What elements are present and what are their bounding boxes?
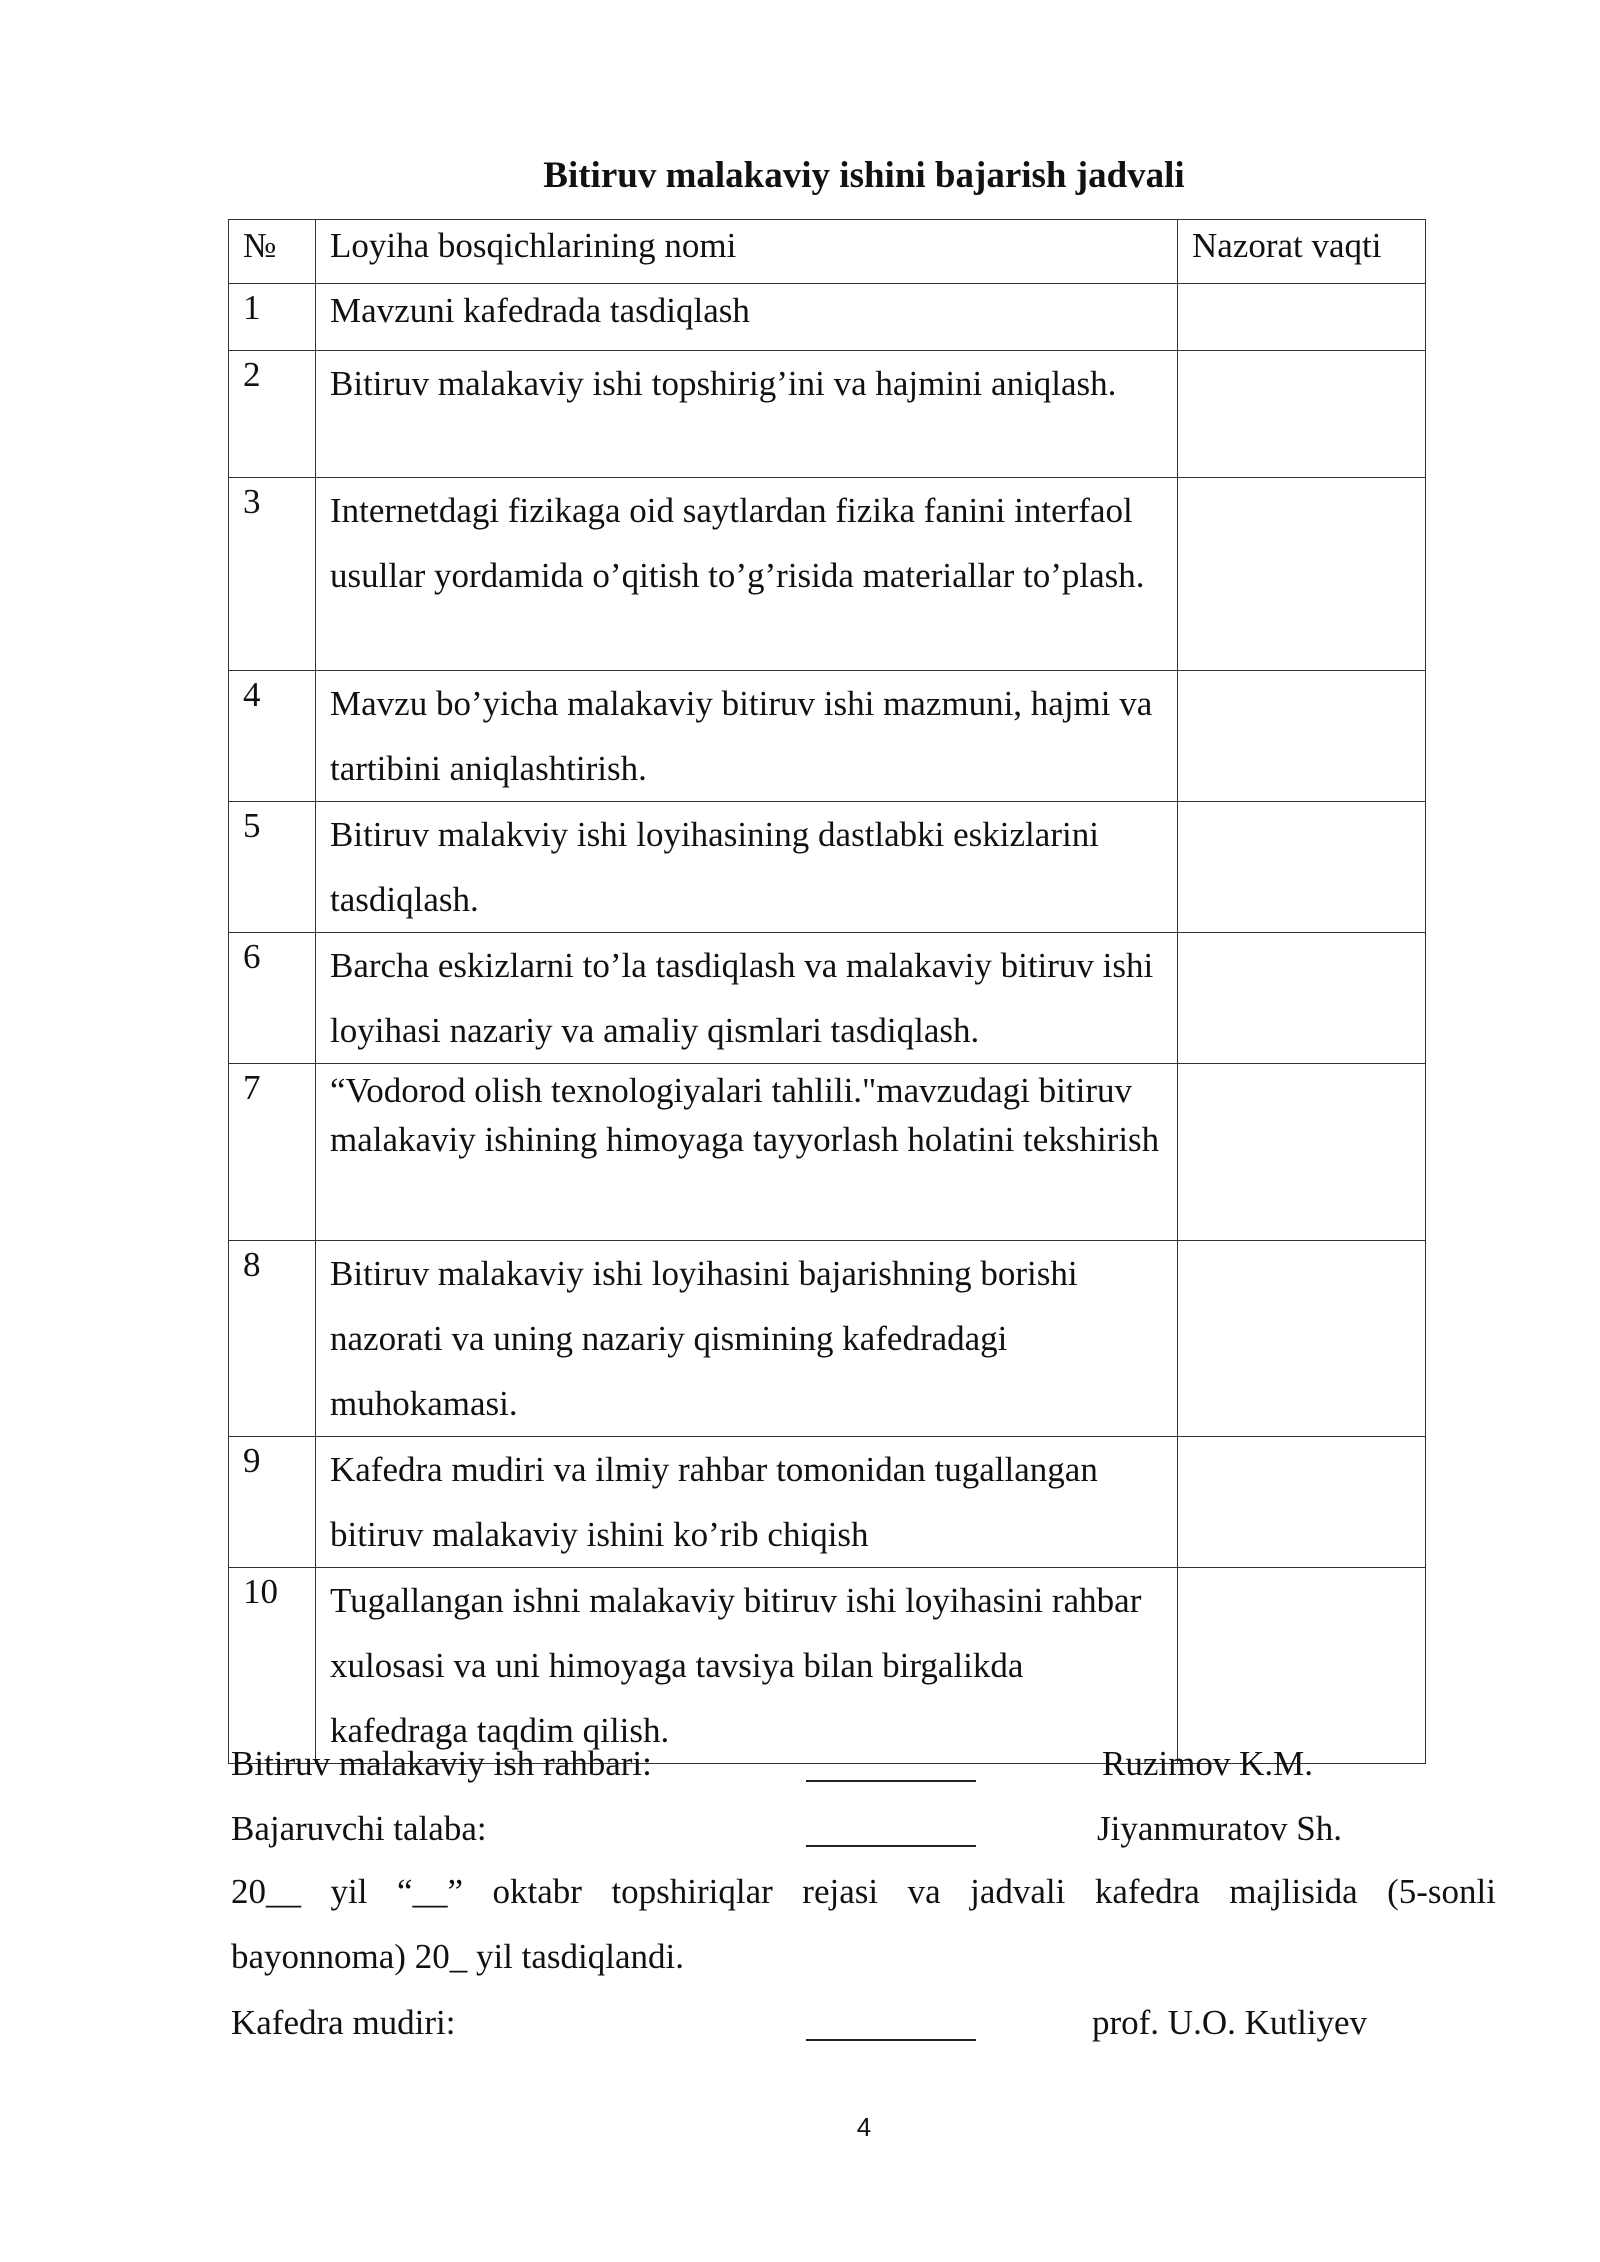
- head-signature-blank: [806, 1999, 976, 2041]
- row-number: 3: [229, 478, 316, 671]
- row-control-time: [1178, 671, 1426, 802]
- head-name: prof. U.O. Kutliyev: [1092, 2003, 1368, 2042]
- supervisor-name: Ruzimov K.M.: [1102, 1744, 1313, 1783]
- table-row: [229, 1568, 1426, 1764]
- row-stage-name: Barcha eskizlarni to’la tasdiqlash va malakaviy bitiruv ishi loyihasi nazariy va amaliy qismlari tasdiqlash.: [316, 933, 1178, 1064]
- row-stage-name: Bitiruv malakviy ishi loyihasining dastlabki eskizlarini tasdiqlash.: [316, 802, 1178, 933]
- row-number: 10: [229, 1568, 316, 1764]
- table-row: [229, 802, 1426, 933]
- row-number: 8: [229, 1241, 316, 1437]
- header-control-time: Nazorat vaqti: [1178, 220, 1426, 284]
- table-row: [229, 933, 1426, 1064]
- row-control-time: [1178, 1437, 1426, 1568]
- header-stage-name: Loyiha bosqichlarining nomi: [316, 220, 1178, 284]
- supervisor-label: Bitiruv malakaviy ish rahbari:: [231, 1744, 652, 1783]
- row-control-time: [1178, 802, 1426, 933]
- row-stage-name: Bitiruv malakaviy ishi topshirig’ini va hajmini aniqlash.: [316, 351, 1178, 478]
- page-number: 4: [856, 2112, 872, 2142]
- approval-line-1: 20__ yil “__” oktabr topshiriqlar rejasi va jadvali kafedra majlisida (5-sonli: [231, 1872, 1496, 1911]
- table-row: [229, 351, 1426, 478]
- table-row: [229, 1241, 1426, 1437]
- row-number: 2: [229, 351, 316, 478]
- row-stage-name: Tugallangan ishni malakaviy bitiruv ishi loyihasini rahbar xulosasi va uni himoyaga tavsiya bilan birgalikda kafedraga taqdim qilish.: [316, 1568, 1178, 1764]
- approval-line-2: bayonnoma) 20_ yil tasdiqlandi.: [231, 1937, 684, 1976]
- table-header-row: [229, 220, 1426, 284]
- row-number: 1: [229, 284, 316, 351]
- table-row: [229, 1064, 1426, 1241]
- table-row: [229, 478, 1426, 671]
- header-number: №: [229, 220, 316, 284]
- head-label: Kafedra mudiri:: [231, 2003, 456, 2042]
- row-control-time: [1178, 478, 1426, 671]
- table-row: [229, 1437, 1426, 1568]
- row-number: 6: [229, 933, 316, 1064]
- row-control-time: [1178, 1568, 1426, 1764]
- approval-paragraph: [231, 1859, 1496, 1989]
- row-number: 7: [229, 1064, 316, 1241]
- row-control-time: [1178, 1241, 1426, 1437]
- row-number: 9: [229, 1437, 316, 1568]
- row-control-time: [1178, 1064, 1426, 1241]
- row-control-time: [1178, 933, 1426, 1064]
- row-number: 4: [229, 671, 316, 802]
- table-row: [229, 671, 1426, 802]
- schedule-table: [228, 219, 1426, 1764]
- row-stage-name: Mavzuni kafedrada tasdiqlash: [316, 284, 1178, 351]
- row-control-time: [1178, 284, 1426, 351]
- student-label: Bajaruvchi talaba:: [231, 1809, 487, 1848]
- row-stage-name: “Vodorod olish texnologiyalari tahlili."mavzudagi bitiruv malakaviy ishining himoyaga tayyorlash holatini tekshirish: [316, 1064, 1178, 1241]
- student-name: Jiyanmuratov Sh.: [1097, 1809, 1342, 1848]
- document-title: Bitiruv malakaviy ishini bajarish jadvali: [543, 155, 1185, 196]
- student-signature-blank: [806, 1805, 976, 1847]
- row-control-time: [1178, 351, 1426, 478]
- row-stage-name: Internetdagi fizikaga oid saytlardan fizika fanini interfaol usullar yordamida o’qitish to’g’risida materiallar to’plash.: [316, 478, 1178, 671]
- row-number: 5: [229, 802, 316, 933]
- supervisor-signature-blank: [806, 1740, 976, 1782]
- table-row: [229, 284, 1426, 351]
- row-stage-name: Kafedra mudiri va ilmiy rahbar tomonidan tugallangan bitiruv malakaviy ishini ko’rib chiqish: [316, 1437, 1178, 1568]
- row-stage-name: Mavzu bo’yicha malakaviy bitiruv ishi mazmuni, hajmi va tartibini aniqlashtirish.: [316, 671, 1178, 802]
- row-stage-name: Bitiruv malakaviy ishi loyihasini bajarishning borishi nazorati va uning nazariy qismining kafedradagi muhokamasi.: [316, 1241, 1178, 1437]
